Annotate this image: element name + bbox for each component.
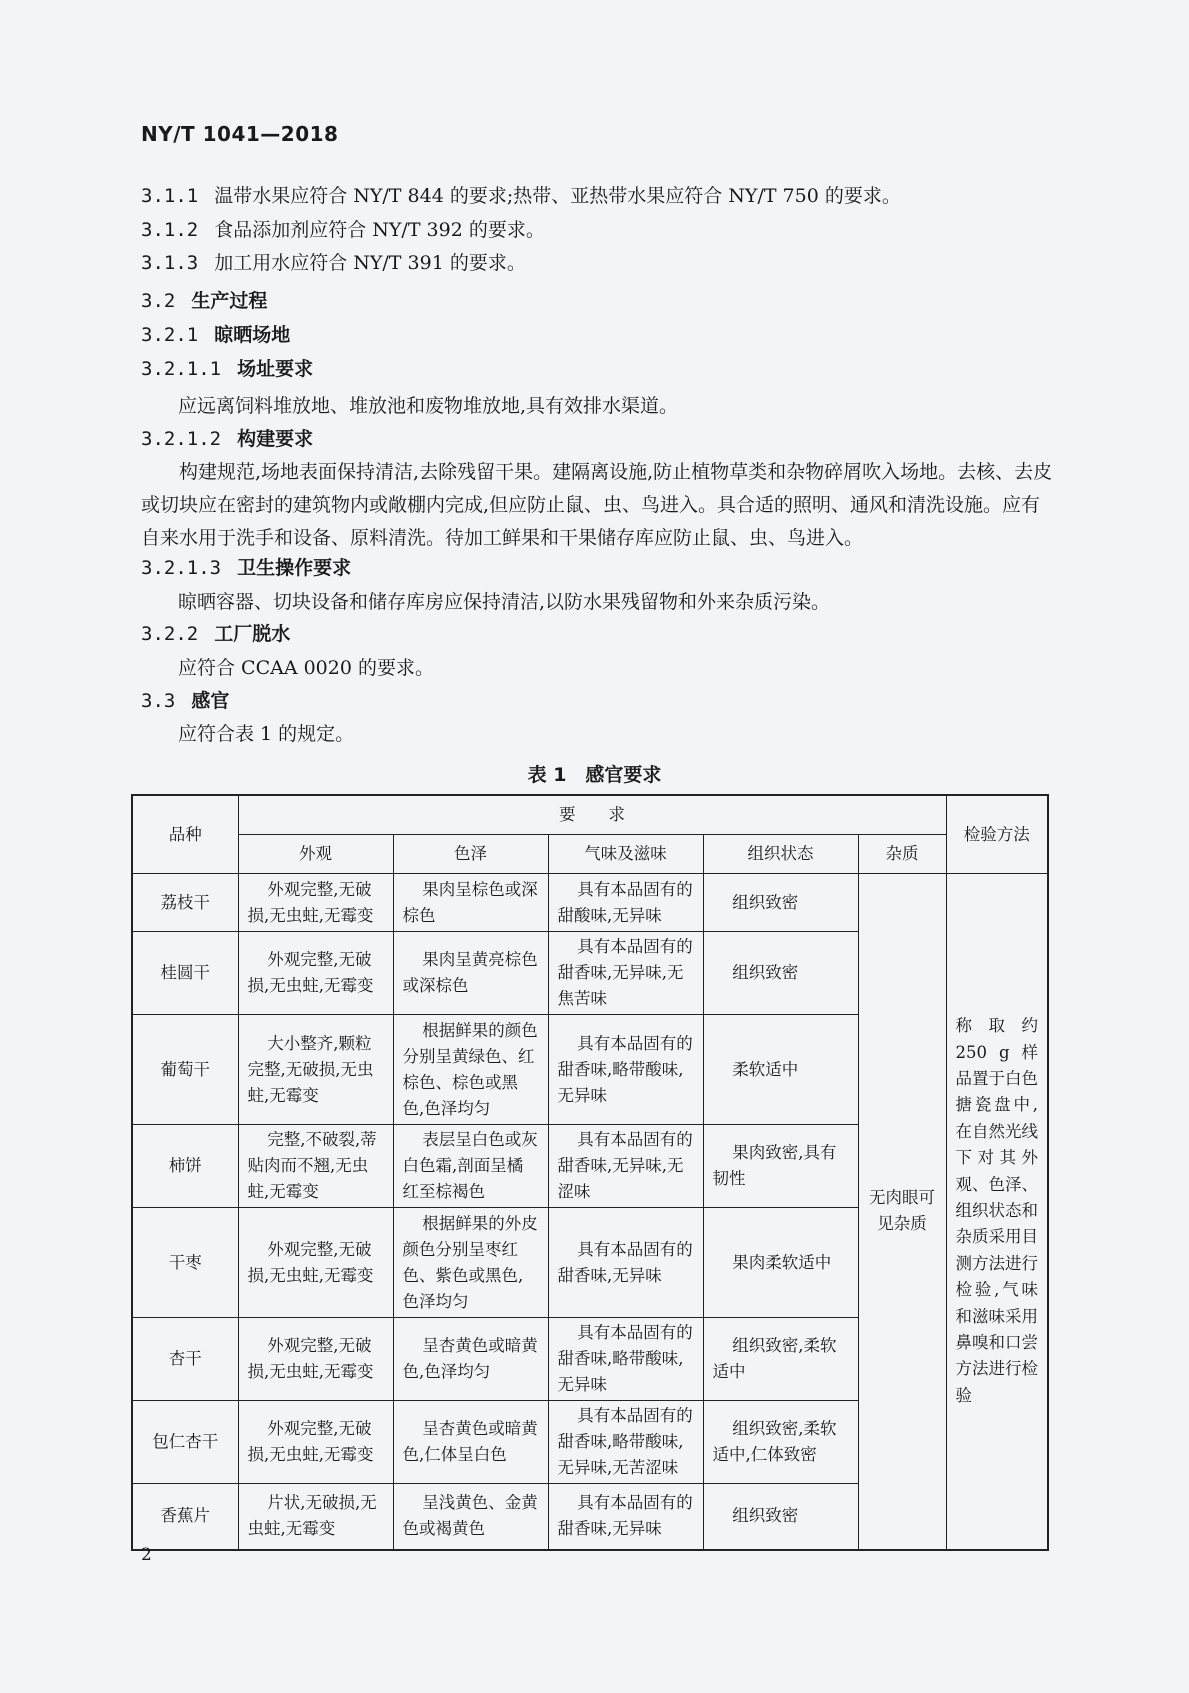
clause-text: 加工用水应符合 NY/T 391 的要求。	[214, 252, 526, 274]
cell-color: 呈杏黄色或暗黄色,仁体呈白色	[393, 1401, 548, 1484]
clause-number: 3.3	[141, 690, 176, 712]
cell-color: 果肉呈棕色或深棕色	[393, 874, 548, 932]
cell-method: 称取约 250 g 样品置于白色搪瓷盘中,在自然光线下对其外观、色泽、组织状态和杂质采用目测方法进行检验,气味和滋味采用鼻嗅和口尝方法进行检验	[946, 874, 1048, 1550]
cell-smell: 具有本品固有的甜香味,无异味,无涩味	[548, 1125, 703, 1208]
table-header-row	[132, 795, 1048, 835]
section-title: 生产过程	[191, 290, 268, 312]
cell-variety: 荔枝干	[132, 874, 238, 932]
clause-number: 3.2.1.1	[141, 358, 222, 380]
cell-variety: 桂圆干	[132, 932, 238, 1015]
header-impurity: 杂质	[858, 835, 946, 874]
cell-variety: 香蕉片	[132, 1484, 238, 1550]
header-method: 检验方法	[946, 795, 1048, 874]
cell-texture: 果肉致密,具有韧性	[703, 1125, 858, 1208]
cell-variety: 包仁杏干	[132, 1401, 238, 1484]
cell-smell: 具有本品固有的甜香味,无异味	[548, 1208, 703, 1318]
cell-color: 呈杏黄色或暗黄色,色泽均匀	[393, 1318, 548, 1401]
clause-text: 食品添加剂应符合 NY/T 392 的要求。	[214, 219, 545, 241]
cell-color: 表层呈白色或灰白色霜,剖面呈橘红至棕褐色	[393, 1125, 548, 1208]
section-3-2-heading	[141, 289, 267, 313]
cell-texture: 组织致密,柔软适中	[703, 1318, 858, 1401]
cell-smell: 具有本品固有的甜香味,无异味,无焦苦味	[548, 932, 703, 1015]
cell-appearance: 外观完整,无破损,无虫蛀,无霉变	[238, 1401, 393, 1484]
clause-number: 3.2.1.2	[141, 428, 222, 450]
table-title: 表 1 感官要求	[527, 764, 662, 786]
section-title: 感官	[191, 690, 230, 712]
clause-number: 3.1.1	[141, 185, 199, 207]
header-texture: 组织状态	[703, 835, 858, 874]
cell-texture: 组织致密	[703, 874, 858, 932]
cell-texture: 组织致密	[703, 932, 858, 1015]
header-appearance: 外观	[238, 835, 393, 874]
section-title: 场址要求	[237, 358, 314, 380]
section-3-2-1-2-text: 构建规范,场地表面保持清洁,去除残留干果。建隔离设施,防止植物草类和杂物碎屑吹入场地。去核、去皮或切块应在密封的建筑物内或敞棚内完成,但应防止鼠、虫、鸟进入。具合适的照明、通风和清洗设施。应有自来水用于洗手和设备、原料清洗。待加工鲜果和干果储存库应防止鼠、虫、鸟进入。	[141, 461, 1053, 549]
cell-texture: 果肉柔软适中	[703, 1208, 858, 1318]
cell-color: 根据鲜果的外皮颜色分别呈枣红色、紫色或黑色,色泽均匀	[393, 1208, 548, 1318]
cell-appearance: 外观完整,无破损,无虫蛀,无霉变	[238, 1208, 393, 1318]
clause-number: 3.2	[141, 290, 176, 312]
cell-color: 果肉呈黄亮棕色或深棕色	[393, 932, 548, 1015]
cell-appearance: 完整,不破裂,蒂贴肉而不翘,无虫蛀,无霉变	[238, 1125, 393, 1208]
section-title: 晾晒场地	[214, 324, 291, 346]
section-3-2-1-heading	[141, 323, 290, 347]
clause-number: 3.1.3	[141, 252, 199, 274]
clause-3-1-3	[141, 251, 526, 275]
cell-variety: 葡萄干	[132, 1015, 238, 1125]
cell-appearance: 外观完整,无破损,无虫蛀,无霉变	[238, 932, 393, 1015]
clause-3-1-1	[141, 184, 901, 208]
header-variety: 品种	[132, 795, 238, 874]
cell-texture: 柔软适中	[703, 1015, 858, 1125]
section-3-2-1-2-heading	[141, 427, 313, 451]
clause-number: 3.2.1	[141, 324, 199, 346]
page-number: 2	[141, 1545, 152, 1565]
section-3-3-text: 应符合表 1 的规定。	[178, 723, 355, 745]
cell-variety: 柿饼	[132, 1125, 238, 1208]
cell-impurity: 无肉眼可见杂质	[858, 874, 946, 1550]
cell-smell: 具有本品固有的甜酸味,无异味	[548, 874, 703, 932]
section-3-3-heading	[141, 689, 229, 713]
cell-texture: 组织致密,柔软适中,仁体致密	[703, 1401, 858, 1484]
clause-number: 3.2.1.3	[141, 557, 222, 579]
section-3-2-1-1-heading	[141, 357, 313, 381]
cell-smell: 具有本品固有的甜香味,略带酸味,无异味	[548, 1318, 703, 1401]
cell-appearance: 外观完整,无破损,无虫蛀,无霉变	[238, 874, 393, 932]
section-title: 工厂脱水	[214, 623, 291, 645]
clause-number: 3.2.2	[141, 623, 199, 645]
cell-appearance: 外观完整,无破损,无虫蛀,无霉变	[238, 1318, 393, 1401]
cell-variety: 干枣	[132, 1208, 238, 1318]
header-color: 色泽	[393, 835, 548, 874]
cell-color: 呈浅黄色、金黄色或褐黄色	[393, 1484, 548, 1550]
section-title: 构建要求	[237, 428, 314, 450]
clause-3-1-2	[141, 218, 545, 242]
clause-number: 3.1.2	[141, 219, 199, 241]
section-3-2-2-heading	[141, 622, 290, 646]
cell-appearance: 片状,无破损,无虫蛀,无霉变	[238, 1484, 393, 1550]
cell-appearance: 大小整齐,颗粒完整,无破损,无虫蛀,无霉变	[238, 1015, 393, 1125]
section-3-2-1-3-heading	[141, 556, 351, 580]
sensory-requirements-table	[131, 794, 1049, 1551]
section-title: 卫生操作要求	[237, 557, 352, 579]
section-3-2-2-text: 应符合 CCAA 0020 的要求。	[178, 657, 434, 679]
cell-variety: 杏干	[132, 1318, 238, 1401]
cell-color: 根据鲜果的颜色分别呈黄绿色、红棕色、棕色或黑色,色泽均匀	[393, 1015, 548, 1125]
cell-smell: 具有本品固有的甜香味,无异味	[548, 1484, 703, 1550]
standard-code: NY/T 1041—2018	[141, 122, 339, 146]
clause-text: 温带水果应符合 NY/T 844 的要求;热带、亚热带水果应符合 NY/T 750 的要求。	[214, 185, 901, 207]
cell-smell: 具有本品固有的甜香味,略带酸味,无异味,无苦涩味	[548, 1401, 703, 1484]
cell-smell: 具有本品固有的甜香味,略带酸味,无异味	[548, 1015, 703, 1125]
section-3-2-1-1-text: 应远离饲料堆放地、堆放池和废物堆放地,具有效排水渠道。	[178, 395, 679, 417]
header-requirements: 要 求	[238, 795, 946, 835]
header-smell: 气味及滋味	[548, 835, 703, 874]
table-subheader-row	[132, 835, 1048, 874]
cell-texture: 组织致密	[703, 1484, 858, 1550]
section-3-2-1-3-text: 晾晒容器、切块设备和储存库房应保持清洁,以防水果残留物和外来杂质污染。	[178, 591, 831, 613]
table-row	[132, 874, 1048, 932]
